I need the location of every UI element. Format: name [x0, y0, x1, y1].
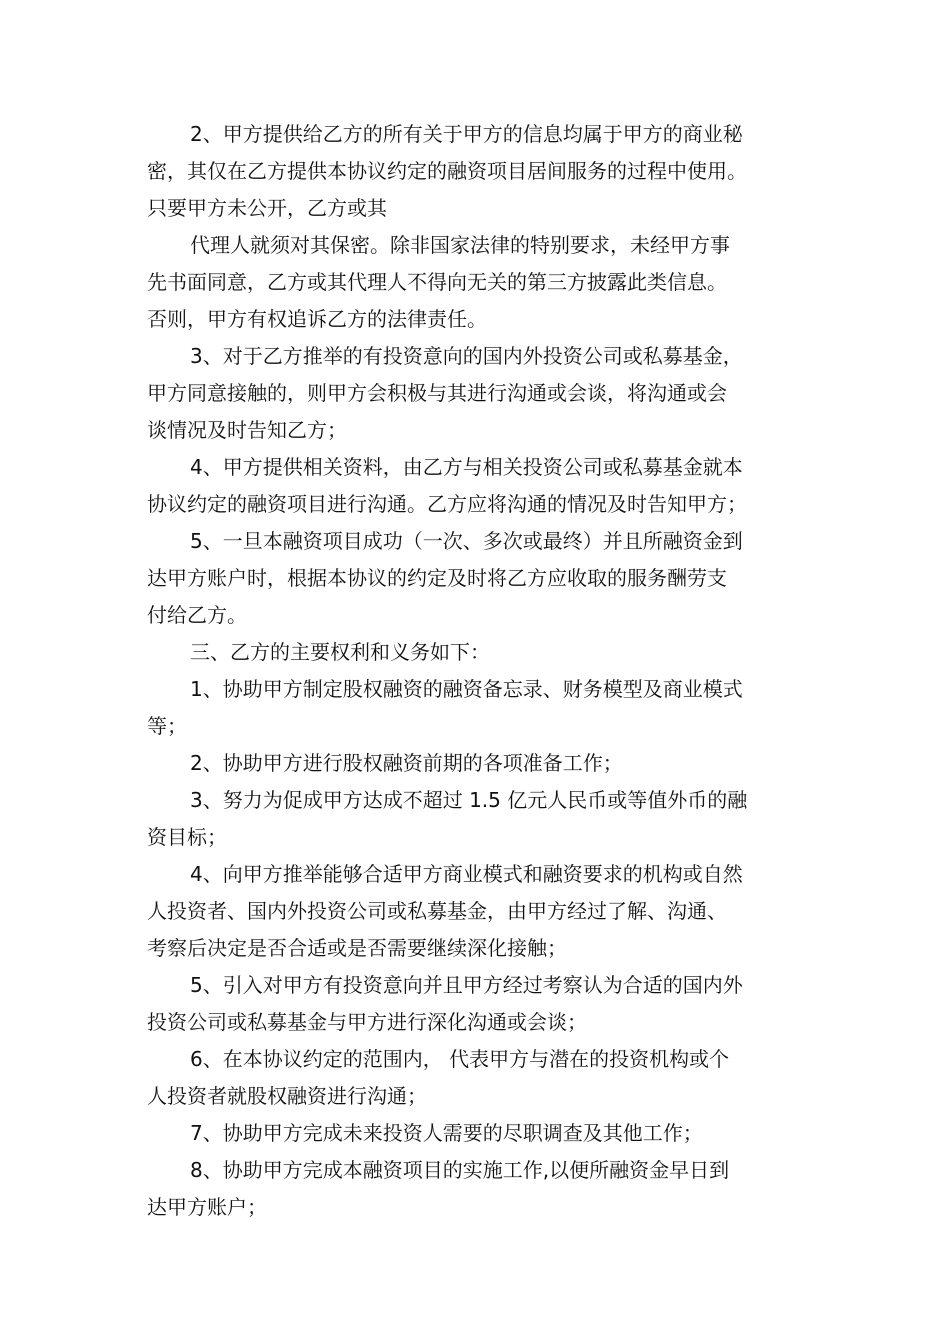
text-line: 只要甲方未公开，乙方或其: [147, 196, 387, 220]
text-line: 5、一旦本融资项目成功（一次、多次或最终）并且所融资金到: [190, 529, 743, 553]
text-line: 先书面同意，乙方或其代理人不得向无关的第三方披露此类信息。: [147, 270, 727, 294]
text-line: 协议约定的融资项目进行沟通。乙方应将沟通的情况及时告知甲方；: [147, 492, 747, 516]
text-line: 付给乙方。: [147, 603, 247, 627]
text-line: 投资公司或私募基金与甲方进行深化沟通或会谈；: [147, 1010, 587, 1034]
text-line: 谈情况及时告知乙方；: [147, 418, 347, 442]
text-line: 考察后决定是否合适或是否需要继续深化接触；: [147, 936, 567, 960]
text-line: 7、协助甲方完成未来投资人需要的尽职调查及其他工作；: [190, 1121, 703, 1145]
text-line: 密，其仅在乙方提供本协议约定的融资项目居间服务的过程中使用。: [147, 159, 747, 183]
text-line: 甲方同意接触的，则甲方会积极与其进行沟通或会谈，将沟通或会: [147, 381, 727, 405]
text-line: 6、在本协议约定的范围内， 代表甲方与潜在的投资机构或个: [190, 1047, 730, 1071]
text-line: 等；: [147, 714, 187, 738]
text-line: 人投资者、国内外投资公司或私募基金，由甲方经过了解、沟通、: [147, 899, 727, 923]
text-line: 8、协助甲方完成本融资项目的实施工作,以便所融资金早日到: [190, 1158, 730, 1182]
text-line: 人投资者就股权融资进行沟通；: [147, 1084, 427, 1108]
text-line: 3、努力为促成甲方达成不超过 1.5 亿元人民币或等值外币的融: [190, 788, 748, 812]
document-body: [147, 116, 817, 1226]
text-line: 代理人就须对其保密。除非国家法律的特别要求，未经甲方事: [190, 233, 730, 257]
text-line: 达甲方账户；: [147, 1195, 267, 1219]
text-line: 达甲方账户时，根据本协议的约定及时将乙方应收取的服务酬劳支: [147, 566, 727, 590]
text-line: 资目标；: [147, 825, 227, 849]
section-heading: 三、乙方的主要权利和义务如下：: [190, 640, 490, 664]
text-line: 4、甲方提供相关资料，由乙方与相关投资公司或私募基金就本: [190, 455, 743, 479]
text-line: 3、对于乙方推举的有投资意向的国内外投资公司或私募基金，: [190, 344, 743, 368]
text-line: 2、协助甲方进行股权融资前期的各项准备工作；: [190, 751, 623, 775]
text-line: 4、向甲方推举能够合适甲方商业模式和融资要求的机构或自然: [190, 862, 743, 886]
text-line: 5、引入对甲方有投资意向并且甲方经过考察认为合适的国内外: [190, 973, 743, 997]
text-line: 2、甲方提供给乙方的所有关于甲方的信息均属于甲方的商业秘: [190, 122, 743, 146]
text-line: 否则，甲方有权追诉乙方的法律责任。: [147, 307, 487, 331]
text-line: 1、协助甲方制定股权融资的融资备忘录、财务模型及商业模式: [190, 677, 743, 701]
